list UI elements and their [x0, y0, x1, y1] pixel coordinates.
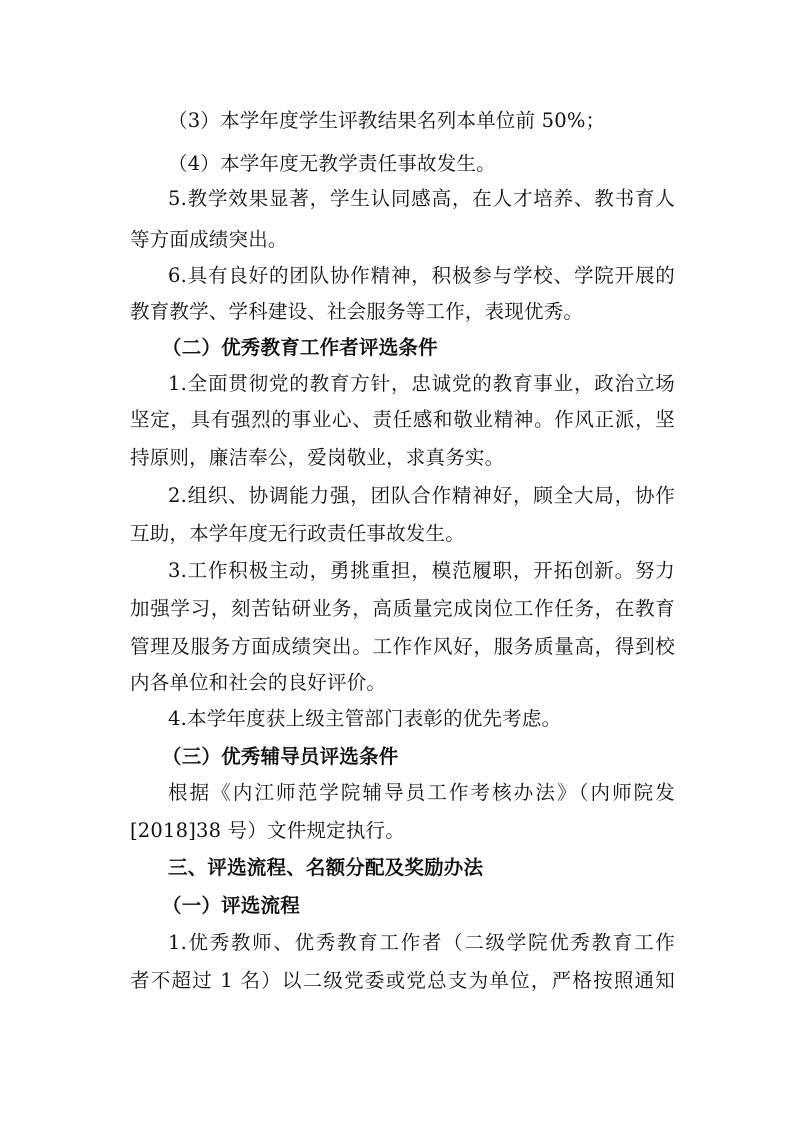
paragraph-line: 加强学习，刻苦钻研业务，高质量完成岗位工作任务，在教育	[130, 597, 675, 620]
paragraph-line: 根据《内江师范学院辅导员工作考核办法》（内师院发	[168, 781, 675, 804]
paragraph-line: 者不超过 1 名）以二级党委或党总支为单位，严格按照通知	[130, 969, 675, 992]
section-heading: （二）优秀教育工作者评选条件	[162, 336, 438, 359]
paragraph-line: [2018]38 号）文件规定执行。	[130, 819, 405, 842]
paragraph-line: 1.优秀教师、优秀教育工作者（二级学院优秀教育工作	[168, 931, 675, 954]
paragraph-line: 3.工作积极主动，勇挑重担，模范履职，开拓创新。努力	[168, 559, 675, 582]
paragraph-line: 持原则，廉洁奉公，爱岗敬业，求真务实。	[130, 446, 505, 469]
paragraph-line: 5.教学效果显著，学生认同感高，在人才培养、教书育人	[168, 187, 675, 210]
paragraph-line: 教育教学、学科建设、社会服务等工作，表现优秀。	[130, 300, 584, 323]
paragraph-line: 内各单位和社会的良好评价。	[130, 671, 387, 694]
paragraph-line: 互助，本学年度无行政责任事故发生。	[130, 522, 465, 545]
paragraph-line: （3）本学年度学生评教结果名列本单位前 50%；	[168, 109, 606, 132]
paragraph-line: 6.具有良好的团队协作精神，积极参与学校、学院开展的	[168, 264, 675, 287]
paragraph-line: 坚定，具有强烈的事业心、责任感和敬业精神。作风正派，坚	[130, 408, 675, 431]
section-heading: （一）评选流程	[162, 894, 300, 917]
paragraph-line: （4）本学年度无教学责任事故发生。	[168, 152, 496, 175]
paragraph-line: 等方面成绩突出。	[130, 228, 288, 251]
paragraph-line: 管理及服务方面成绩突出。工作作风好，服务质量高，得到校	[130, 635, 675, 658]
section-heading: 三、评选流程、名额分配及奖励办法	[168, 856, 484, 879]
section-heading: （三）优秀辅导员评选条件	[162, 745, 399, 768]
paragraph-line: 2.组织、协调能力强，团队合作精神好，顾全大局，协作	[168, 484, 675, 507]
paragraph-line: 4.本学年度获上级主管部门表彰的优先考虑。	[168, 707, 562, 730]
paragraph-line: 1.全面贯彻党的教育方针，忠诚党的教育事业，政治立场	[168, 372, 675, 395]
